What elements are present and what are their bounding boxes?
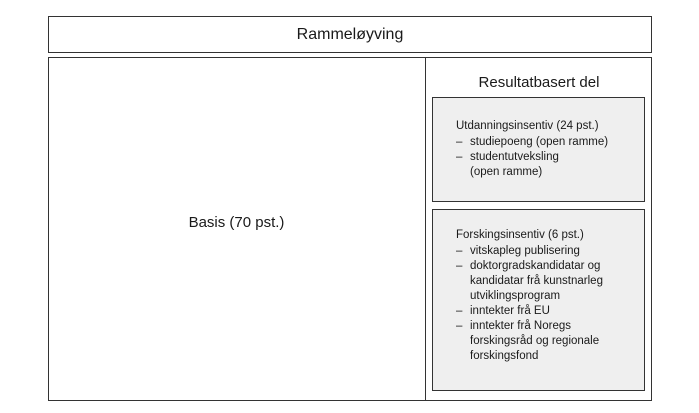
list-item [456, 135, 644, 150]
education-incentive-panel [432, 97, 645, 202]
dash-bullet: – [456, 320, 463, 332]
basis-label: Basis (70 pst.) [188, 213, 285, 231]
list-item [456, 259, 644, 304]
list-item [456, 150, 644, 180]
list-item-text: vitskapleg publisering [470, 245, 580, 257]
dash-bullet: – [456, 136, 463, 148]
research-incentive-panel [432, 209, 645, 391]
dash-bullet: – [456, 260, 463, 272]
research-incentive-title: Forskingsinsentiv (6 pst.) [456, 229, 584, 241]
column-divider [425, 57, 426, 401]
list-item [456, 244, 644, 259]
dash-bullet: – [456, 305, 463, 317]
funding-frame-label: Rammeløyving [296, 25, 404, 43]
dash-bullet: – [456, 245, 463, 257]
education-incentive-title: Utdanningsinsentiv (24 pst.) [456, 120, 599, 132]
basis-section [48, 57, 425, 387]
list-item [456, 304, 644, 319]
education-incentive-list [456, 135, 644, 180]
results-heading: Resultatbasert del [478, 74, 600, 91]
list-item-text: doktorgradskandidatar og kandidatar frå kunstnarleg utviklingsprogram [470, 260, 603, 302]
dash-bullet: – [456, 151, 463, 163]
funding-frame-box [48, 16, 652, 53]
list-item-text: studentutveksling (open ramme) [470, 151, 559, 178]
list-item-text: inntekter frå EU [470, 305, 550, 317]
research-incentive-list [456, 244, 644, 364]
list-item-text: studiepoeng (open ramme) [470, 136, 609, 148]
list-item [456, 319, 644, 364]
list-item-text: inntekter frå Noregs forskingsråd og regionale forskingsfond [470, 320, 600, 362]
